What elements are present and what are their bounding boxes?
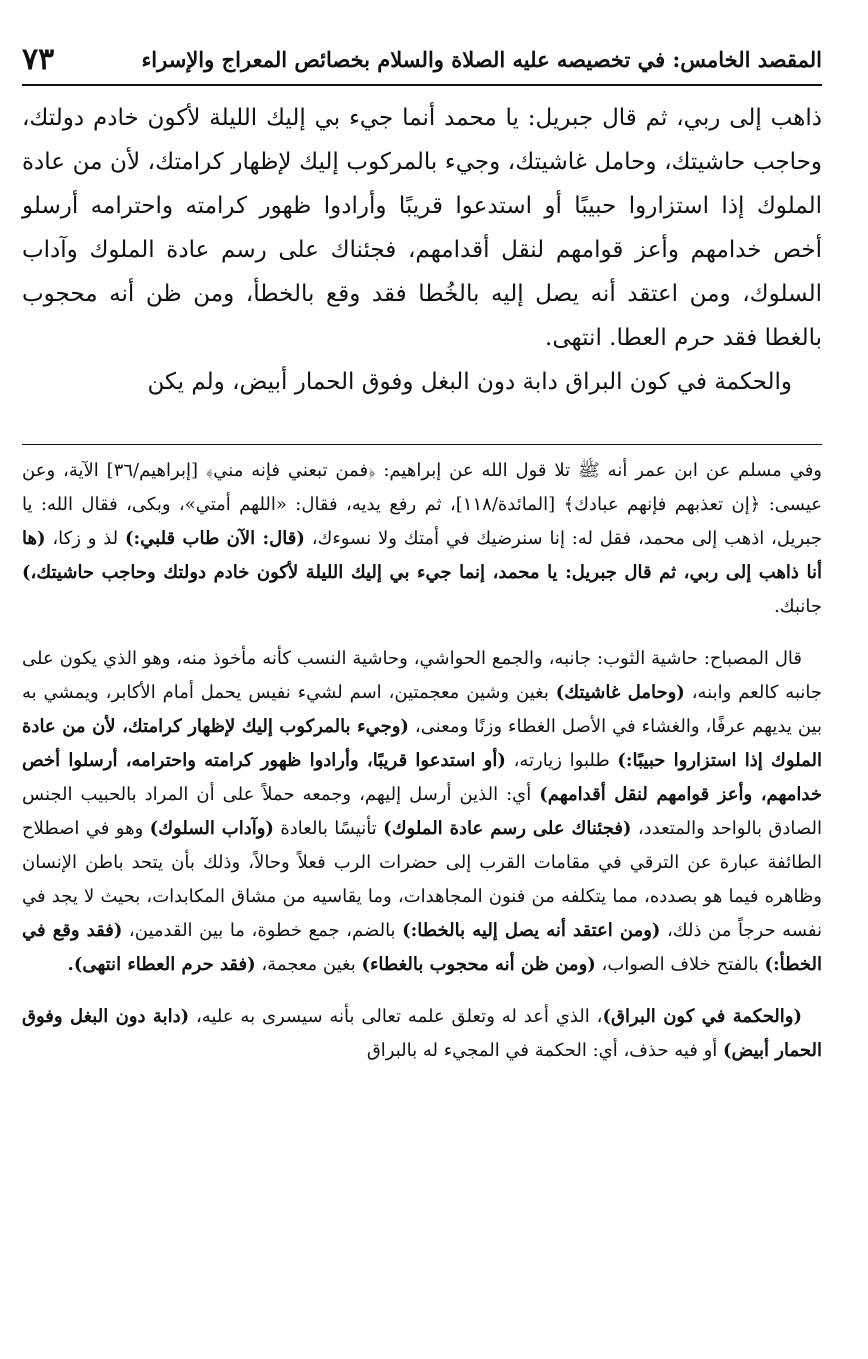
commentary xyxy=(22,454,822,1086)
commentary-text: أي: الذين أرسل إليهم، وجمعه حملاً على أن المراد بالحبيب الجنس الصادق بالواحد والمتعدد، xyxy=(22,784,822,839)
section-divider xyxy=(22,444,822,445)
commentary-text: لذ و زكا، xyxy=(45,528,125,549)
commentary-paragraph xyxy=(22,454,822,624)
commentary-paragraph xyxy=(22,1000,822,1068)
quoted-text: (ها أنا ذاهب إلى ربي، ثم قال جبريل: يا محمد، إنما جيء بي إليك الليلة لأكون خادم دولتك وحاجب حاشيتك،) xyxy=(22,528,822,583)
quoted-text: (أو استدعوا قريبًا، وأرادوا ظهور كرامته واحترامه، أرسلوا أخص خدامهم، وأعز قوامهم لنقل أقدامهم) xyxy=(22,750,822,805)
commentary-text: بغين معجمة، xyxy=(255,954,362,975)
page-number: ٧٣ xyxy=(22,41,55,77)
main-paragraph: والحكمة في كون البراق دابة دون البغل وفوق الحمار أبيض، ولم يكن xyxy=(147,369,792,395)
quoted-text: (فقد حرم العطاء انتهى). xyxy=(67,954,256,975)
quoted-text: (دابة دون البغل وفوق الحمار أبيض) xyxy=(22,1006,822,1061)
quoted-text: (وآداب السلوك) xyxy=(149,818,274,839)
page-header xyxy=(22,34,822,86)
commentary-text: ، الذي أعد له وتعلق علمه تعالى بأنه سيسرى به عليه، xyxy=(189,1006,603,1027)
quoted-text: (ومن اعتقد أنه يصل إليه بالخطا:) xyxy=(402,920,661,941)
commentary-paragraph xyxy=(22,642,822,982)
commentary-text: جانبك. xyxy=(774,596,822,617)
commentary-text: بغين وشين معجمتين، اسم لشيء نفيس يحمل أمام الأكابر، ويمشي به بين يديهم عرفًا، والغشاء في الأصل الغطاء وزنًا ومعنى، xyxy=(22,682,822,737)
commentary-text: طلبوا زيارته، xyxy=(505,750,618,771)
commentary-text: قال المصباح: حاشية الثوب: جانبه، والجمع الحواشي، وحاشية النسب كأنه مأخوذ منه، وهو الذي يكون على جانبه كالعم وابنه، xyxy=(22,648,823,703)
commentary-text: وهو في اصطلاح الطائفة عبارة عن الترقي في مقامات القرب إلى حضرات الرب فعلاً وحالاً، وذلك بأن يتحد باطن الإنسان وظاهره فيما هو بصدده، مما يتكلفه من فنون المجاهدات، وما يقاسيه من مشاق المكابدات، بحيث لا يجد في نفسه حرجاً من ذلك، xyxy=(22,818,822,941)
quoted-text: (فجئناك على رسم عادة الملوك) xyxy=(383,818,632,839)
commentary-text: وفي مسلم عن ابن عمر أنه ﷺ تلا قول الله عن إبراهيم: ﴿فمن تبعني فإنه مني﴾ [إبراهيم/٣٦] الآية، وعن عيسى: ﴿إن تعذبهم فإنهم عبادك﴾ [المائدة/١١٨]، ثم رفع يديه، فقال: «اللهم أمتي»، وبكى، فقال الله: يا جبريل، اذهب إلى محمد، فقل له: إنا سنرضيك في أمتك ولا نسوءك، xyxy=(22,460,823,549)
quoted-text: (وجيء بالمركوب إليك لإظهار كرامتك، لأن من عادة الملوك إذا استزاروا حبيبًا:) xyxy=(22,716,822,771)
commentary-text: تأنيسًا بالعادة xyxy=(273,818,384,839)
quoted-text: (فقد وقع في الخطأ:) xyxy=(22,920,822,975)
quoted-text: (وحامل غاشيتك) xyxy=(555,682,685,703)
commentary-text: بالضم، جمع خطوة، ما بين القدمين، xyxy=(122,920,403,941)
commentary-text: بالفتح خلاف الصواب، xyxy=(595,954,765,975)
quoted-text: (قال: الآن طاب قلبي:) xyxy=(125,528,305,549)
main-text xyxy=(22,96,822,404)
running-title: المقصد الخامس: في تخصيصه عليه الصلاة والسلام بخصائص المعراج والإسراء xyxy=(141,46,822,72)
commentary-text: أو فيه حذف، أي: الحكمة في المجيء له بالبراق xyxy=(366,1040,724,1061)
quoted-text: (والحكمة في كون البراق) xyxy=(602,1006,803,1027)
main-paragraph: ذاهب إلى ربي، ثم قال جبريل: يا محمد أنما جيء بي إليك الليلة لأكون خادم دولتك، وحاجب حاشيتك، وحامل غاشيتك، وجيء بالمركوب إليك لإظهار كرامتك، لأن من عادة الملوك إذا استزاروا حبيبًا أو استدعوا قريبًا وأرادوا ظهور كرامته واحترامه أرسلو أخص خدامهم وأعز قوامهم لنقل أقدامهم، فجئناك على رسم عادة الملوك وآداب السلوك، ومن اعتقد أنه يصل إليه بالخُطا فقد وقع بالخطأ، ومن ظن أنه محجوب بالغطا فقد حرم العطا. انتهى. xyxy=(22,105,823,351)
quoted-text: (ومن ظن أنه محجوب بالغطاء) xyxy=(361,954,596,975)
